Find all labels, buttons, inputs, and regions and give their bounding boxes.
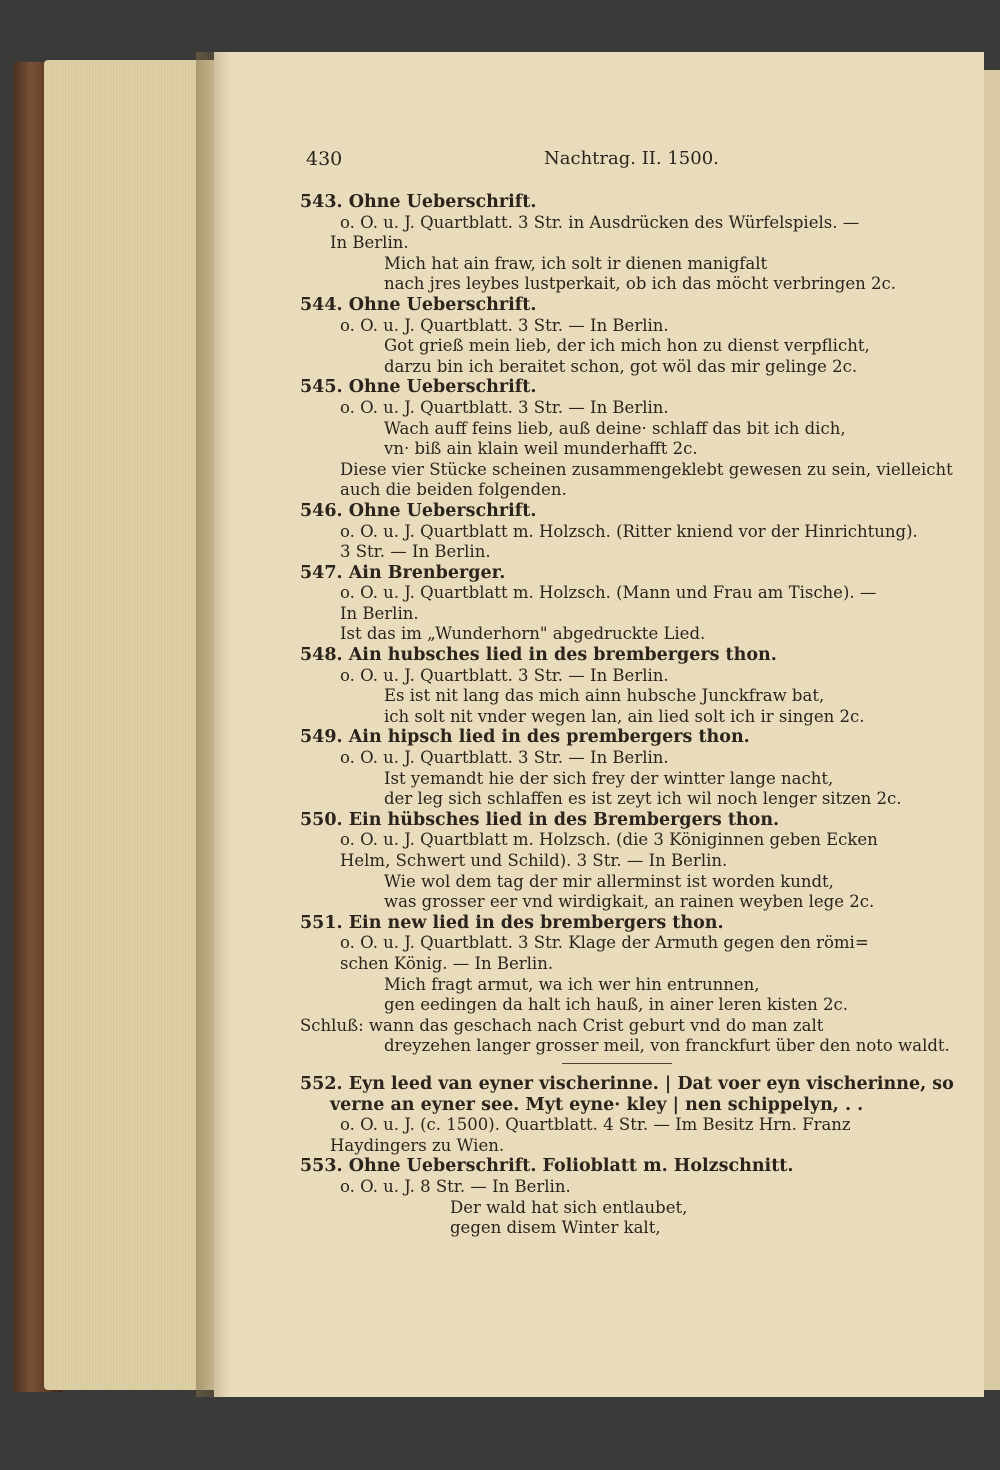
entry-verse: ich solt nit vnder wegen lan, ain lied solt ich ir singen 2c. [384, 706, 865, 726]
entry-meta: In Berlin. [330, 233, 409, 253]
page-stack-edge [44, 60, 214, 1390]
entry-verse: gegen disem Winter kalt, [450, 1218, 661, 1238]
entry-meta: In Berlin. [340, 603, 419, 623]
page-number: 430 [306, 148, 343, 170]
entry-verse: Ist yemandt hie der sich frey der wintter lange nacht, [384, 768, 834, 788]
entry-heading: 547. Ain Brenberger. [300, 562, 506, 583]
entry-note: Ist das im „Wunderhorn" abgedruckte Lied. [340, 624, 706, 644]
entry-verse: dreyzehen langer grosser meil, von franckfurt über den noto waldt. [384, 1036, 950, 1056]
page-body [300, 192, 954, 1239]
entry-meta: o. O. u. J. Quartblatt. 3 Str. in Ausdrücken des Würfelspiels. — [340, 212, 860, 232]
entry-meta: 3 Str. — In Berlin. [340, 542, 491, 562]
entry-meta: o. O. u. J. Quartblatt m. Holzsch. (die 3 Königinnen geben Ecken [340, 830, 878, 850]
entry-meta: o. O. u. J. Quartblatt. 3 Str. — In Berlin. [340, 665, 669, 685]
entry-meta: o. O. u. J. 8 Str. — In Berlin. [340, 1176, 571, 1196]
entry-verse: Mich fragt armut, wa ich wer hin entrunnen, [384, 974, 760, 994]
running-head: Nachtrag. II. 1500. [544, 148, 719, 169]
entry-heading: 546. Ohne Ueberschrift. [300, 500, 537, 521]
entry-meta: Helm, Schwert und Schild). 3 Str. — In Berlin. [340, 851, 728, 870]
entry-heading: verne an eyner see. Myt eyne· kley | nen schippelyn, . . [330, 1094, 864, 1115]
entry-verse: Got grieß mein lieb, der ich mich hon zu dienst verpflicht, [384, 336, 870, 356]
entry-heading: 549. Ain hipsch lied in des prembergers thon. [300, 727, 750, 748]
section-divider [562, 1063, 672, 1064]
entry-verse: der leg sich schlaffen es ist zeyt ich wil noch lenger sitzen 2c. [384, 789, 902, 809]
entry-verse: Es ist nit lang das mich ainn hubsche Junckfraw bat, [384, 686, 825, 706]
entry-verse: was grosser eer vnd wirdigkait, an rainen weyben lege 2c. [384, 892, 875, 912]
entry-heading: 552. Eyn leed van eyner vischerinne. | Dat voer eyn vischerinne, so [300, 1073, 954, 1094]
entry-verse: nach jres leybes lustperkait, ob ich das möcht verbringen 2c. [384, 274, 896, 294]
entry-meta: schen König. — In Berlin. [340, 953, 554, 973]
entry-verse: darzu bin ich beraitet schon, got wöl das mir gelinge 2c. [384, 356, 858, 376]
entry-heading: 543. Ohne Ueberschrift. [300, 192, 537, 212]
entry-meta: o. O. u. J. Quartblatt. 3 Str. — In Berlin. [340, 315, 669, 335]
entry-meta: o. O. u. J. Quartblatt. 3 Str. — In Berlin. [340, 748, 669, 768]
entry-heading: 553. Ohne Ueberschrift. Folioblatt m. Holzschnitt. [300, 1156, 794, 1177]
entry-verse: Wie wol dem tag der mir allerminst ist worden kundt, [384, 871, 834, 891]
entry-verse: Wach auff feins lieb, auß deine· schlaff das bit ich dich, [384, 418, 846, 438]
entry-heading: 550. Ein hübsches lied in des Brembergers thon. [300, 809, 780, 830]
entry-verse: Der wald hat sich entlaubet, [450, 1197, 688, 1217]
entry-verse: Mich hat ain fraw, ich solt ir dienen manigfalt [384, 253, 768, 273]
entry-meta: o. O. u. J. Quartblatt. 3 Str. — In Berlin. [340, 397, 669, 417]
opposite-page-edge [984, 70, 1000, 1390]
page-header [300, 148, 950, 174]
entry-meta: o. O. u. J. Quartblatt m. Holzsch. (Ritter kniend vor der Hinrichtung). [340, 521, 918, 541]
entry-note: auch die beiden folgenden. [340, 480, 567, 500]
page-gutter-shadow [196, 52, 230, 1397]
entry-heading: 548. Ain hubsches lied in des brembergers thon. [300, 645, 777, 666]
entry-heading: 544. Ohne Ueberschrift. [300, 294, 537, 315]
entry-meta: Haydingers zu Wien. [330, 1135, 505, 1155]
entry-heading: 545. Ohne Ueberschrift. [300, 377, 537, 398]
entry-verse: vn· biß ain klain weil munderhafft 2c. [384, 439, 698, 459]
entry-meta: o. O. u. J. Quartblatt. 3 Str. Klage der Armuth gegen den römi= [340, 933, 869, 953]
entry-heading: 551. Ein new lied in des brembergers thon. [300, 912, 724, 933]
entry-meta: o. O. u. J. (c. 1500). Quartblatt. 4 Str. — Im Besitz Hrn. Franz [340, 1115, 851, 1135]
entry-note: Diese vier Stücke scheinen zusammengeklebt gewesen zu sein, vielleicht [340, 459, 953, 479]
entry-verse: gen eedingen da halt ich hauß, in ainer leren kisten 2c. [384, 995, 848, 1015]
entry-meta: o. O. u. J. Quartblatt m. Holzsch. (Mann und Frau am Tische). — [340, 583, 877, 603]
entry-verse: Schluß: wann das geschach nach Crist geburt vnd do man zalt [300, 1015, 824, 1035]
